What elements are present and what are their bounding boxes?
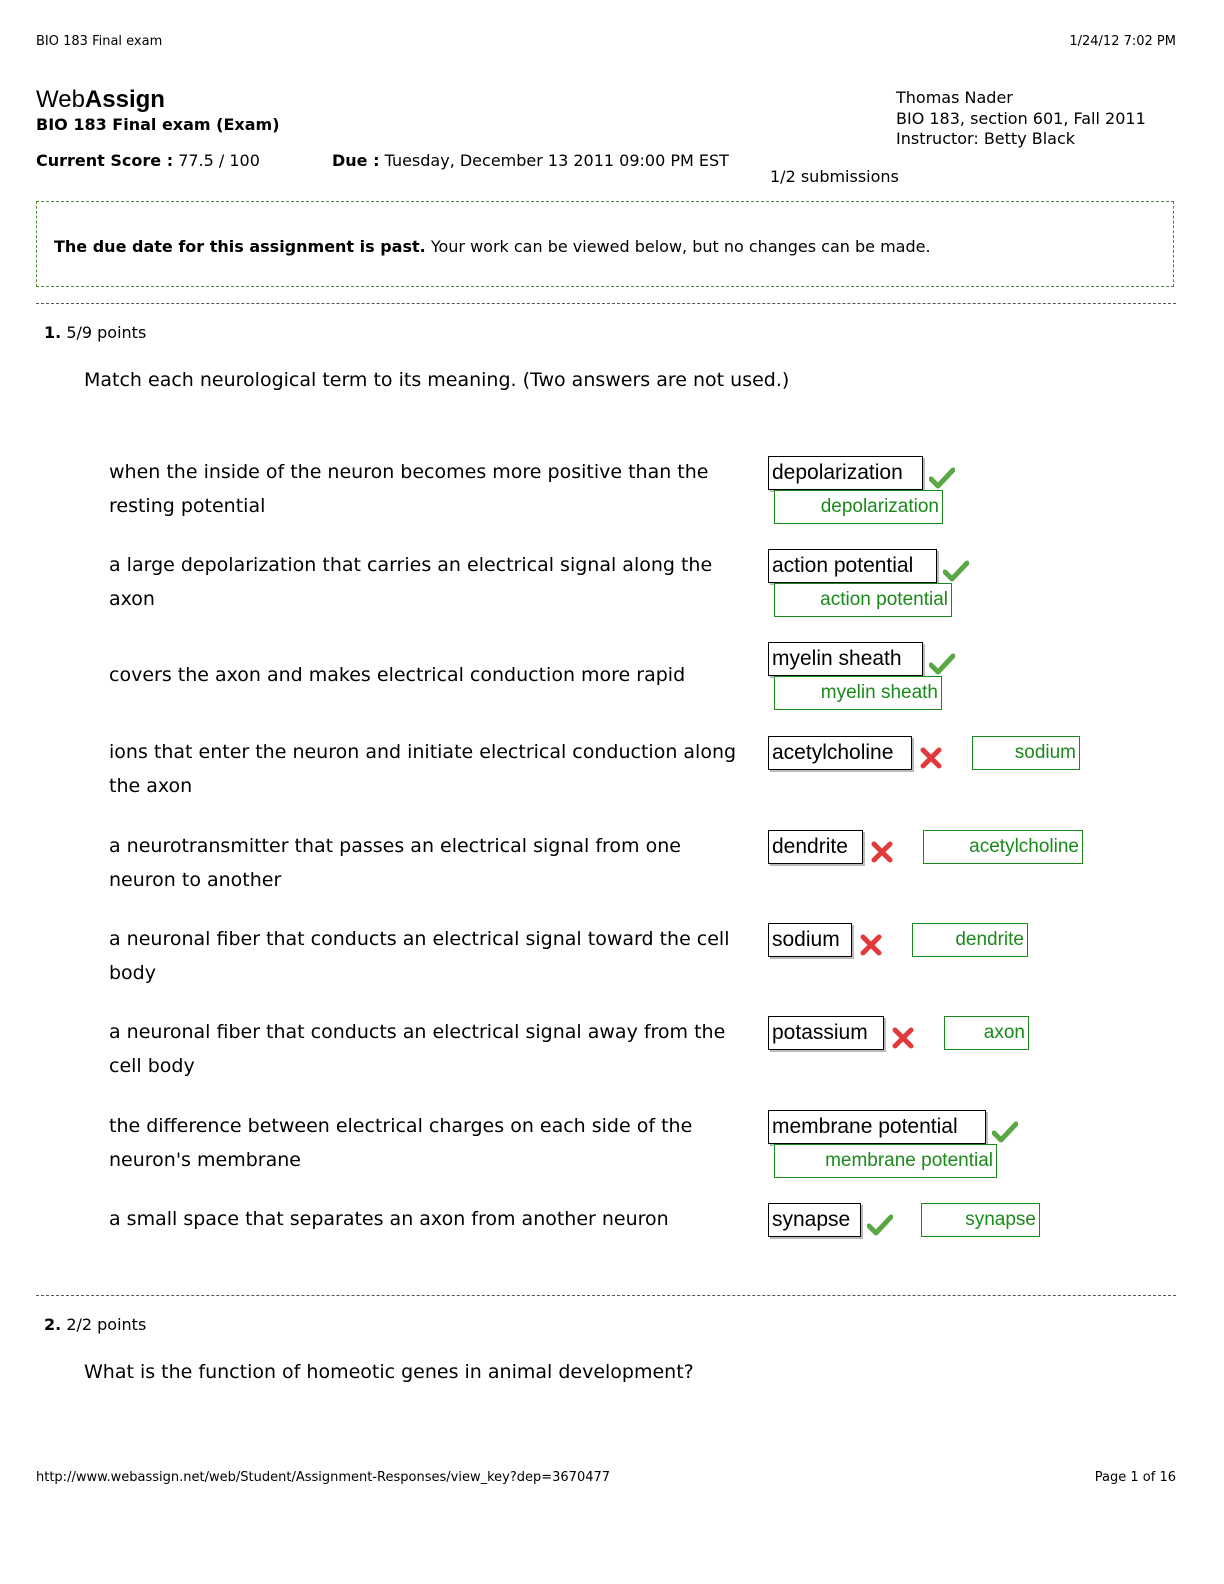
item-prompt: the difference between electrical charges on each side of the neuron's membrane — [109, 1115, 693, 1171]
item-prompt: a neuronal fiber that conducts an electrical signal away from the cell body — [109, 1021, 726, 1077]
due-value: Tuesday, December 13 2011 09:00 PM EST — [384, 151, 729, 170]
user-name: Thomas Nader — [896, 88, 1013, 107]
question-1-text: Match each neurological term to its meaning. (Two answers are not used.) — [84, 369, 790, 391]
student-answer: potassium — [768, 1016, 884, 1050]
due-label: Due : — [332, 151, 380, 170]
student-answer: sodium — [768, 923, 852, 957]
correct-answer: sodium — [972, 736, 1080, 770]
item-prompt: a neurotransmitter that passes an electrical signal from one neuron to another — [109, 835, 681, 891]
submissions-count: 1/2 submissions — [770, 167, 899, 186]
question-1-points: 5/9 points — [66, 323, 147, 342]
print-header-datetime: 1/24/12 7:02 PM — [1069, 34, 1176, 49]
question-1-header — [44, 323, 146, 342]
footer-url[interactable]: http://www.webassign.net/web/Student/Assignment-Responses/view_key?dep=3670477 — [36, 1470, 611, 1485]
student-answer: acetylcholine — [768, 736, 912, 770]
question-2-text: What is the function of homeotic genes in animal development? — [84, 1361, 694, 1383]
logo-web: Web — [36, 86, 85, 113]
student-answer: membrane potential — [768, 1110, 986, 1144]
question-2-points: 2/2 points — [66, 1315, 147, 1334]
correct-answer: membrane potential — [774, 1144, 997, 1178]
correct-answer: synapse — [921, 1203, 1040, 1237]
score-label: Current Score : — [36, 151, 174, 170]
course-name: BIO 183, section 601, Fall 2011 — [896, 108, 1146, 128]
notice-rest: Your work can be viewed below, but no changes can be made. — [425, 237, 931, 256]
student-answer: depolarization — [768, 456, 923, 490]
score-value: 77.5 / 100 — [178, 151, 260, 170]
question-2-header — [44, 1315, 146, 1334]
print-header-title: BIO 183 Final exam — [36, 34, 163, 49]
past-due-notice — [36, 201, 1174, 287]
cross-icon — [890, 1026, 916, 1050]
question-2-number: 2. — [44, 1315, 62, 1334]
item-prompt: covers the axon and makes electrical conduction more rapid — [109, 664, 686, 686]
cross-icon — [858, 933, 884, 957]
check-icon — [929, 466, 955, 490]
check-icon — [943, 559, 969, 583]
divider — [36, 303, 1176, 304]
correct-answer: myelin sheath — [774, 676, 942, 710]
correct-answer: axon — [944, 1016, 1029, 1050]
check-icon — [929, 652, 955, 676]
student-answer: myelin sheath — [768, 642, 923, 676]
item-prompt: when the inside of the neuron becomes more positive than the resting potential — [109, 461, 709, 517]
student-answer: action potential — [768, 549, 937, 583]
item-prompt: a neuronal fiber that conducts an electrical signal toward the cell body — [109, 928, 730, 984]
check-icon — [992, 1120, 1018, 1144]
question-1-number: 1. — [44, 323, 62, 342]
logo-assign: Assign — [84, 86, 165, 113]
footer-page: Page 1 of 16 — [1094, 1470, 1176, 1485]
check-icon — [867, 1213, 893, 1237]
item-prompt: ions that enter the neuron and initiate electrical conduction along the axon — [109, 741, 737, 797]
correct-answer: action potential — [774, 583, 952, 617]
due-date — [332, 151, 729, 170]
student-answer: synapse — [768, 1203, 861, 1237]
correct-answer: dendrite — [912, 923, 1028, 957]
user-info — [896, 88, 1146, 150]
instructor-name: Instructor: Betty Black — [896, 129, 1076, 148]
cross-icon — [869, 840, 895, 864]
student-answer: dendrite — [768, 830, 863, 864]
correct-answer: acetylcholine — [923, 830, 1083, 864]
current-score — [36, 151, 260, 170]
divider — [36, 1295, 1176, 1296]
notice-bold: The due date for this assignment is past. — [54, 237, 426, 256]
item-prompt: a large depolarization that carries an electrical signal along the axon — [109, 554, 713, 610]
item-prompt: a small space that separates an axon from another neuron — [109, 1208, 669, 1230]
correct-answer: depolarization — [774, 490, 943, 524]
assignment-title: BIO 183 Final exam (Exam) — [36, 115, 280, 134]
webassign-logo[interactable] — [36, 86, 165, 114]
cross-icon — [918, 746, 944, 770]
